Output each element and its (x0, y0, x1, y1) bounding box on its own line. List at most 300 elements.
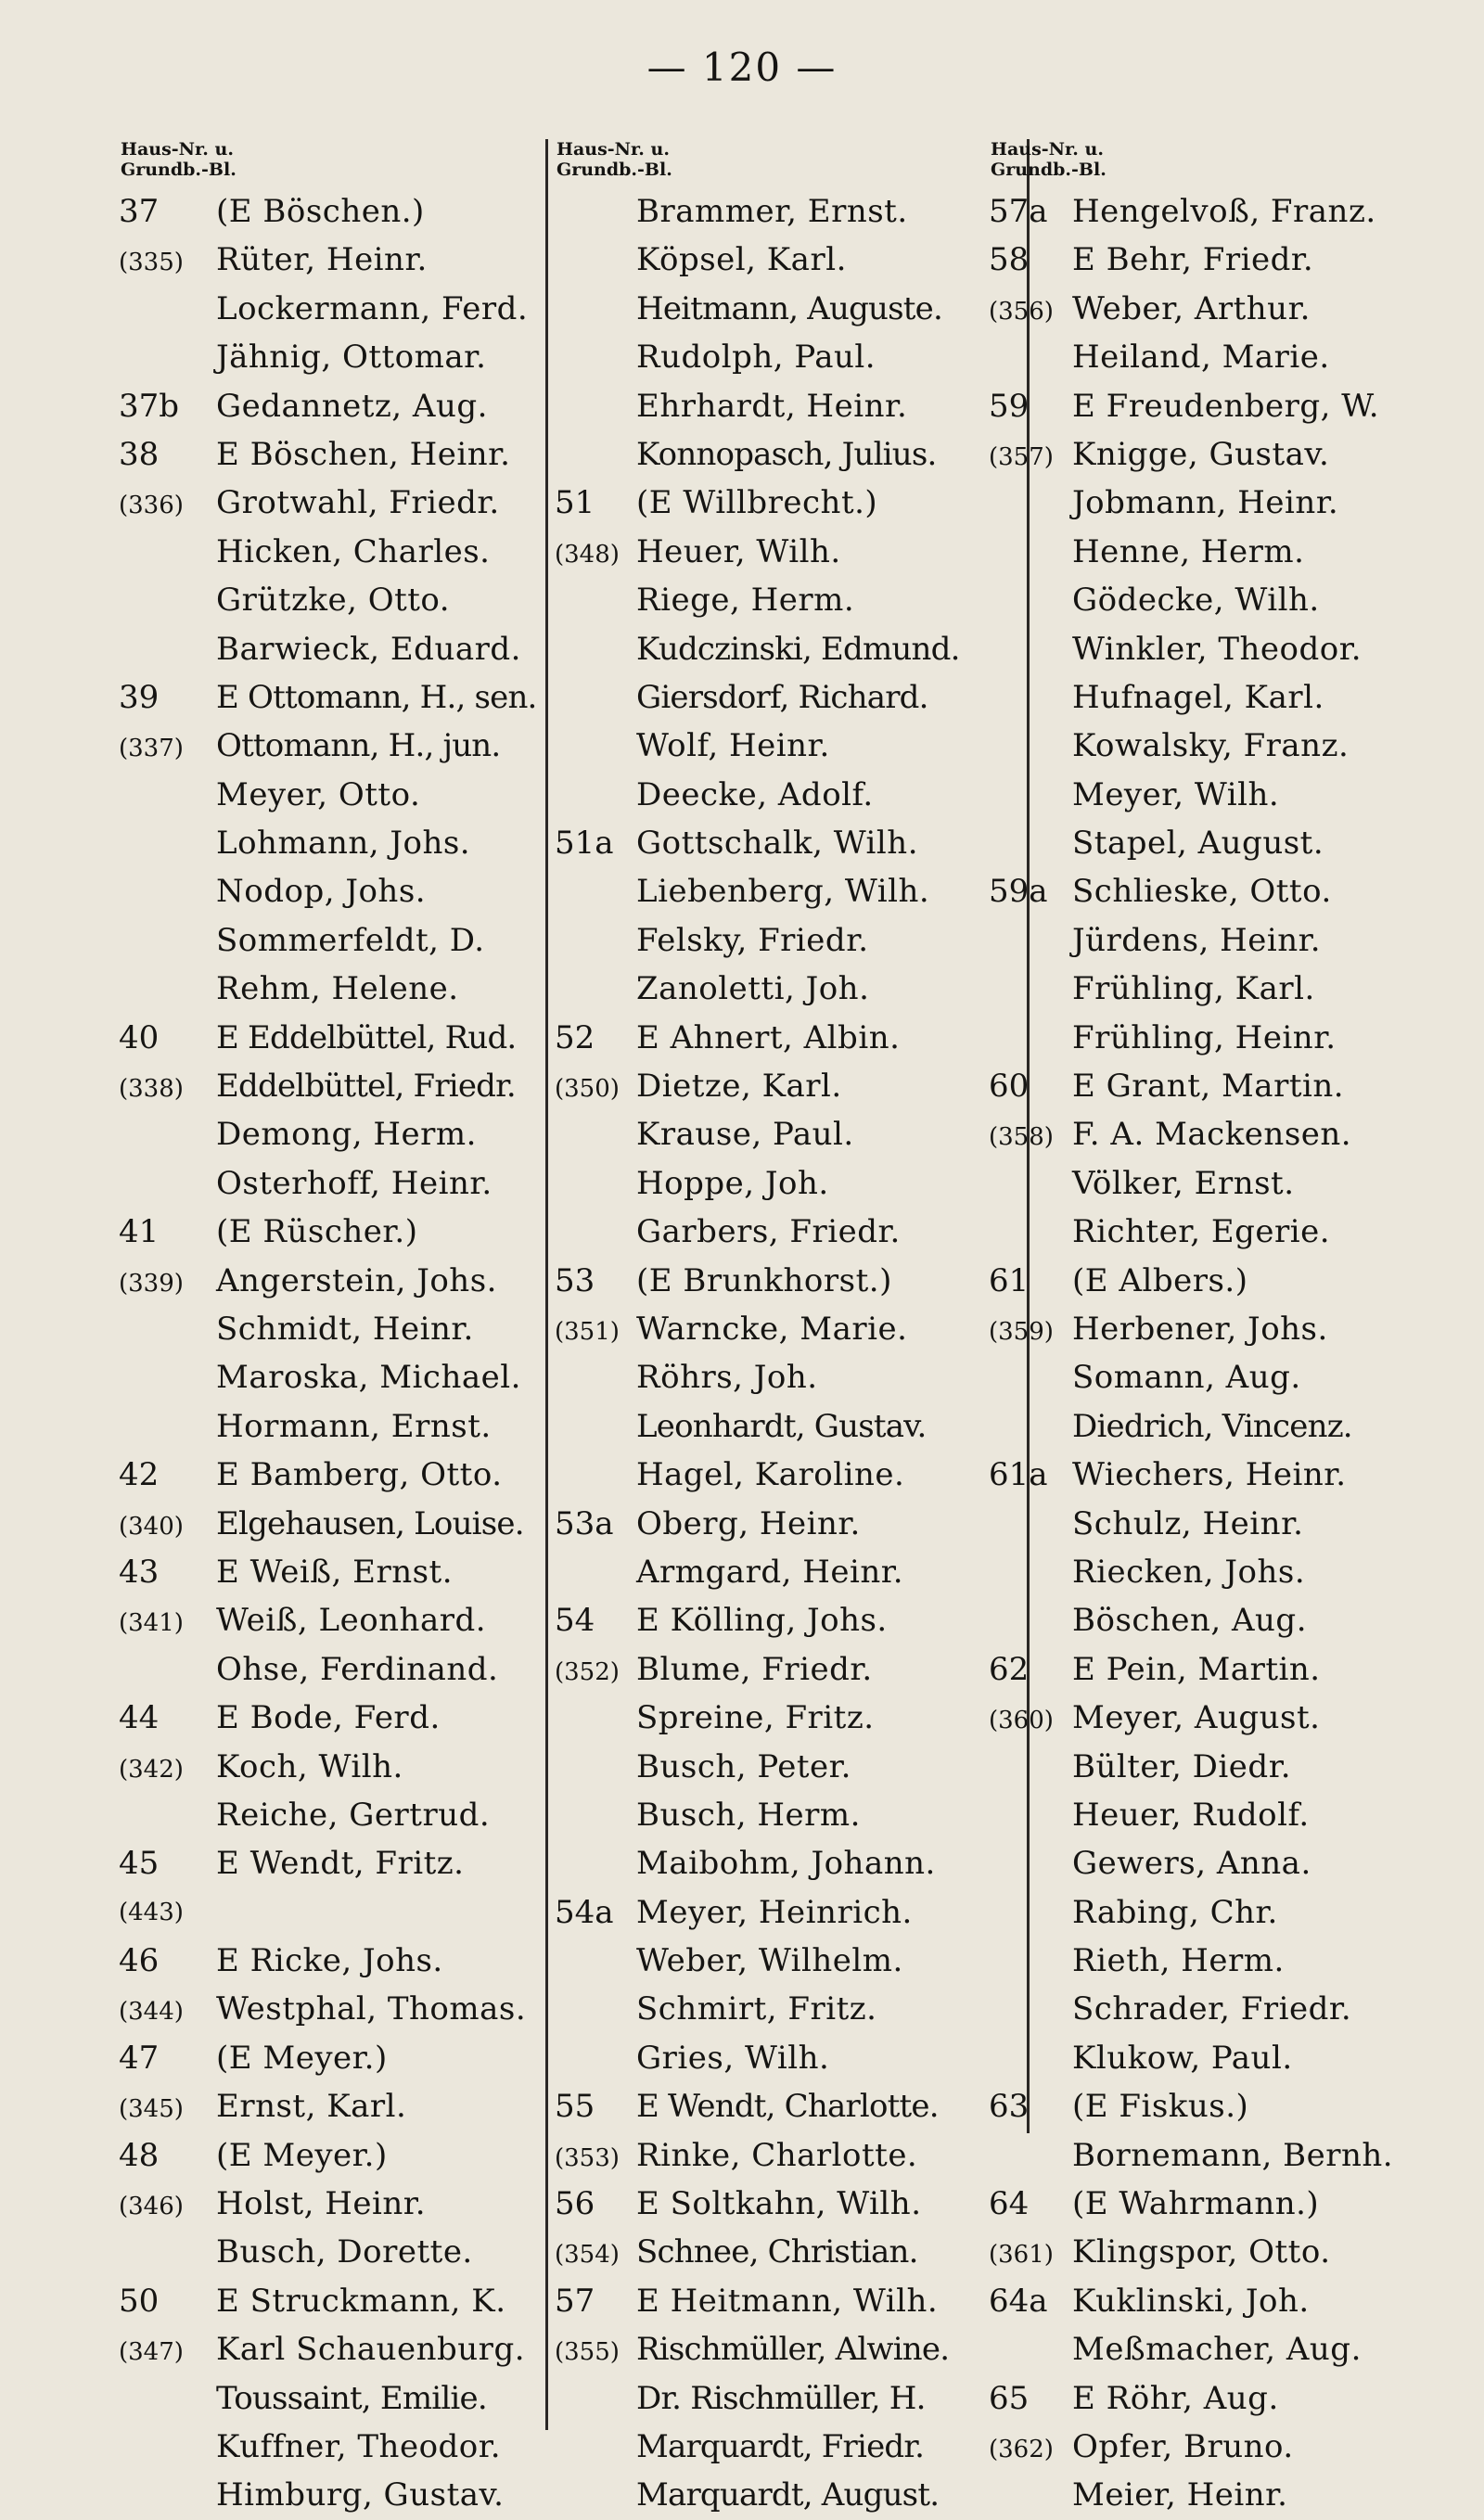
resident-name: Westphal, Thomas. (216, 1990, 527, 2028)
resident-name: Heitmann, Auguste. (636, 289, 942, 327)
directory-entry (555, 1548, 1018, 1596)
house-number: 64a (989, 2282, 1048, 2320)
resident-name: Deecke, Adolf. (636, 775, 874, 813)
resident-name: Blume, Friedr. (636, 1650, 873, 1688)
directory-entry (555, 965, 1018, 1013)
house-number: 45 (119, 1845, 160, 1883)
resident-name: Hagel, Karoline. (636, 1456, 905, 1494)
resident-name: E Freudenberg, W. (1072, 387, 1380, 425)
resident-name: Gedannetz, Aug. (216, 387, 488, 425)
house-number: 63 (989, 2088, 1030, 2126)
directory-entry (119, 673, 545, 722)
directory-entry (555, 2277, 1018, 2325)
directory-entry (555, 1110, 1018, 1158)
resident-name: Grotwahl, Friedr. (216, 484, 500, 522)
resident-name: Warncke, Marie. (636, 1310, 908, 1348)
resident-name: Meier, Heinr. (1072, 2476, 1288, 2514)
directory-entry (989, 625, 1471, 673)
directory-entry (989, 382, 1471, 430)
directory-entry (555, 771, 1018, 819)
resident-name: Rudolph, Paul. (636, 339, 876, 377)
directory-entry (989, 673, 1471, 722)
directory-entry (119, 2082, 545, 2130)
directory-entry (119, 528, 545, 576)
resident-name: Demong, Herm. (216, 1116, 477, 1154)
directory-entry (119, 1014, 545, 1062)
resident-name: Kuffner, Theodor. (216, 2427, 502, 2465)
resident-name: Giersdorf, Richard. (636, 678, 928, 716)
house-number: 37 (119, 193, 160, 230)
directory-entry (555, 187, 1018, 236)
resident-name: Frühling, Karl. (1072, 970, 1315, 1008)
resident-name: E Ottomann, H., sen. (216, 678, 537, 716)
house-number: 60 (989, 1068, 1030, 1106)
house-number: 50 (119, 2282, 160, 2320)
house-number: 53 (555, 1261, 595, 1299)
resident-name: Holst, Heinr. (216, 2185, 427, 2223)
house-number: 48 (119, 2136, 160, 2174)
resident-name: Busch, Dorette. (216, 2233, 473, 2271)
house-number: 65 (989, 2379, 1030, 2417)
directory-entry (555, 2423, 1018, 2471)
resident-name: E Heitmann, Wilh. (636, 2282, 939, 2320)
resident-name: Schmirt, Fritz. (636, 1990, 877, 2028)
house-number: (350) (555, 1075, 620, 1104)
resident-name: Rischmüller, Alwine. (636, 2331, 950, 2369)
resident-name: (E Fiskus.) (1072, 2088, 1249, 2126)
house-number: (353) (555, 2143, 620, 2172)
resident-name: Hufnagel, Karl. (1072, 678, 1324, 716)
directory-entry (555, 2180, 1018, 2228)
directory-entry (989, 1353, 1471, 1401)
house-number: (338) (119, 1075, 184, 1104)
directory-entry (989, 187, 1471, 236)
resident-name: Klingspor, Otto. (1072, 2233, 1331, 2271)
resident-name: Ehrhardt, Heinr. (636, 387, 908, 425)
directory-entry (119, 2180, 545, 2228)
directory-entry (555, 1500, 1018, 1548)
directory-entry (555, 1353, 1018, 1401)
resident-name: E Wendt, Fritz. (216, 1845, 465, 1883)
directory-entry (989, 1888, 1471, 1937)
directory-entry (119, 1402, 545, 1451)
directory-entry (555, 285, 1018, 333)
directory-entry (555, 236, 1018, 284)
directory-entry (119, 1596, 545, 1644)
resident-name: Busch, Herm. (636, 1796, 861, 1834)
resident-name: E Ricke, Johs. (216, 1942, 443, 1980)
directory-entry (555, 1402, 1018, 1451)
house-number: (356) (989, 297, 1054, 326)
resident-name: Angerstein, Johs. (216, 1261, 497, 1299)
resident-name: E Röhr, Aug. (1072, 2379, 1279, 2417)
directory-entry (989, 1305, 1471, 1353)
entry-list (119, 187, 545, 2520)
directory-entry (989, 1694, 1471, 1742)
resident-name: Dr. Rischmüller, H. (636, 2379, 926, 2417)
directory-entry (989, 1500, 1471, 1548)
resident-name: Schmidt, Heinr. (216, 1310, 474, 1348)
directory-entry (989, 576, 1471, 624)
directory-entry (555, 916, 1018, 965)
directory-entry (989, 2471, 1471, 2519)
directory-column-right (989, 139, 1471, 2520)
resident-name: Winkler, Theodor. (1072, 630, 1362, 668)
house-number: (339) (119, 1269, 184, 1298)
directory-entry (119, 187, 545, 236)
directory-entry (555, 333, 1018, 381)
house-number: 37b (119, 387, 180, 425)
directory-entry (555, 479, 1018, 527)
directory-entry (989, 2325, 1471, 2373)
directory-entry (555, 625, 1018, 673)
house-number: 53a (555, 1504, 614, 1542)
resident-name: Lockermann, Ferd. (216, 289, 529, 327)
resident-name: Kowalsky, Franz. (1072, 727, 1350, 765)
resident-name: Spreine, Fritz. (636, 1699, 875, 1737)
resident-name: Gries, Wilh. (636, 2039, 830, 2077)
resident-name: Böschen, Aug. (1072, 1602, 1307, 1640)
directory-entry (119, 1062, 545, 1110)
directory-entry (989, 2423, 1471, 2471)
directory-entry (989, 867, 1471, 915)
resident-name: Rieth, Herm. (1072, 1942, 1285, 1980)
resident-name: (E Willbrecht.) (636, 484, 878, 522)
resident-name: Meßmacher, Aug. (1072, 2331, 1362, 2369)
resident-name: Grützke, Otto. (216, 582, 451, 620)
house-number: 61a (989, 1456, 1048, 1494)
resident-name: Rehm, Helene. (216, 970, 459, 1008)
resident-name: Marquardt, August. (636, 2476, 940, 2514)
resident-name: E Soltkahn, Wilh. (636, 2185, 922, 2223)
directory-entry (555, 1743, 1018, 1791)
house-number: (336) (119, 492, 184, 520)
resident-name: Riecken, Johs. (1072, 1553, 1306, 1591)
resident-name: (E Meyer.) (216, 2136, 388, 2174)
directory-entry (555, 2131, 1018, 2180)
directory-entry (989, 722, 1471, 770)
house-number: (337) (119, 735, 184, 763)
house-number: (354) (555, 2241, 620, 2270)
directory-entry (119, 236, 545, 284)
directory-entry (989, 1159, 1471, 1208)
directory-entry (989, 1402, 1471, 1451)
resident-name: E Wendt, Charlotte. (636, 2088, 939, 2126)
directory-entry (119, 2325, 545, 2373)
directory-entry (989, 1257, 1471, 1305)
resident-name: Lohmann, Johs. (216, 825, 471, 863)
house-number: (357) (989, 442, 1054, 471)
house-number: 54a (555, 1893, 614, 1931)
directory-entry (989, 1937, 1471, 1985)
directory-entry (119, 430, 545, 479)
resident-name: Köpsel, Karl. (636, 241, 847, 279)
house-number: (341) (119, 1609, 184, 1638)
directory-entry (989, 771, 1471, 819)
resident-name: Schulz, Heinr. (1072, 1504, 1304, 1542)
resident-name: Toussaint, Emilie. (216, 2379, 487, 2417)
entry-list (555, 187, 1018, 2520)
directory-entry (555, 2082, 1018, 2130)
resident-name: Bülter, Diedr. (1072, 1747, 1292, 1785)
directory-column-left (119, 139, 545, 2520)
directory-entry (989, 1743, 1471, 1791)
directory-entry (989, 1645, 1471, 1694)
directory-entry (119, 1548, 545, 1596)
house-number: (346) (119, 2193, 184, 2221)
resident-name: (E Böschen.) (216, 193, 425, 230)
directory-entry (119, 2471, 545, 2519)
resident-name: Barwieck, Eduard. (216, 630, 521, 668)
resident-name: Heuer, Rudolf. (1072, 1796, 1310, 1834)
resident-name: Krause, Paul. (636, 1116, 854, 1154)
directory-entry (555, 2325, 1018, 2373)
house-number: 61 (989, 1261, 1030, 1299)
resident-name: Rüter, Heinr. (216, 241, 428, 279)
directory-column-middle (555, 139, 1018, 2520)
directory-entry (555, 2228, 1018, 2276)
resident-name: Osterhoff, Heinr. (216, 1164, 493, 1202)
directory-entry (989, 2277, 1471, 2325)
directory-entry (555, 430, 1018, 479)
resident-name: (E Wahrmann.) (1072, 2185, 1320, 2223)
resident-name: Völker, Ernst. (1072, 1164, 1295, 1202)
house-number: (355) (555, 2338, 620, 2367)
resident-name: Sommerfeldt, D. (216, 921, 485, 959)
resident-name: Frühling, Heinr. (1072, 1018, 1337, 1056)
directory-entry (555, 1014, 1018, 1062)
resident-name: E Weiß, Ernst. (216, 1553, 454, 1591)
resident-name: Stapel, August. (1072, 825, 1324, 863)
directory-entry (555, 2471, 1018, 2519)
directory-entry (555, 1208, 1018, 1256)
directory-entry (119, 285, 545, 333)
directory-entry (989, 2374, 1471, 2423)
column-header: Haus-Nr. u. Grundb.-Bl. (121, 139, 237, 180)
resident-name: Elgehausen, Louise. (216, 1504, 524, 1542)
directory-entry (119, 916, 545, 965)
resident-name: Meyer, Otto. (216, 775, 421, 813)
resident-name: Schlieske, Otto. (1072, 873, 1332, 911)
resident-name: Karl Schauenburg. (216, 2331, 526, 2369)
resident-name: Jobmann, Heinr. (1072, 484, 1339, 522)
directory-entry (555, 1596, 1018, 1644)
resident-name: Maibohm, Johann. (636, 1845, 936, 1883)
resident-name: Garbers, Friedr. (636, 1213, 901, 1251)
resident-name: (E Brunkhorst.) (636, 1261, 892, 1299)
house-number: (361) (989, 2241, 1054, 2270)
directory-entry (555, 867, 1018, 915)
directory-entry (555, 1888, 1018, 1937)
resident-name: Hengelvoß, Franz. (1072, 193, 1376, 230)
house-number: (342) (119, 1755, 184, 1784)
resident-name: F. A. Mackensen. (1072, 1116, 1352, 1154)
directory-entry (119, 1500, 545, 1548)
directory-entry (119, 1888, 545, 1937)
resident-name: Schnee, Christian. (636, 2233, 918, 2271)
resident-name: Liebenberg, Wilh. (636, 873, 930, 911)
house-number: 38 (119, 435, 160, 473)
resident-name: Oberg, Heinr. (636, 1504, 861, 1542)
resident-name: Dietze, Karl. (636, 1068, 842, 1106)
house-number: 39 (119, 678, 160, 716)
house-number: 51 (555, 484, 595, 522)
directory-entry (119, 2374, 545, 2423)
column-divider (545, 139, 548, 2430)
resident-name: (E Albers.) (1072, 1261, 1248, 1299)
resident-name: Jürdens, Heinr. (1072, 921, 1321, 959)
resident-name: Hoppe, Joh. (636, 1164, 829, 1202)
directory-entry (555, 2374, 1018, 2423)
directory-entry (119, 1937, 545, 1985)
resident-name: Felsky, Friedr. (636, 921, 869, 959)
house-number: (352) (555, 1657, 620, 1686)
directory-entry (119, 1791, 545, 1839)
directory-entry (119, 2277, 545, 2325)
house-number: 44 (119, 1699, 160, 1737)
house-number: (443) (119, 1898, 184, 1926)
resident-name: E Bamberg, Otto. (216, 1456, 503, 1494)
house-number: 41 (119, 1213, 160, 1251)
resident-name: Heuer, Wilh. (636, 532, 841, 570)
directory-entry (119, 722, 545, 770)
house-number: 58 (989, 241, 1030, 279)
directory-entry (989, 2082, 1471, 2130)
directory-entry (989, 1451, 1471, 1499)
house-number: (347) (119, 2338, 184, 2367)
directory-entry (989, 1985, 1471, 2033)
resident-name: E Böschen, Heinr. (216, 435, 511, 473)
resident-name: Gottschalk, Wilh. (636, 825, 919, 863)
directory-entry (119, 867, 545, 915)
directory-entry (989, 1548, 1471, 1596)
house-number: 46 (119, 1942, 160, 1980)
resident-name: Gödecke, Wilh. (1072, 582, 1320, 620)
house-number: 64 (989, 2185, 1030, 2223)
directory-entry (119, 771, 545, 819)
resident-name: Nodop, Johs. (216, 873, 427, 911)
house-number: 57 (555, 2282, 595, 2320)
resident-name: Riege, Herm. (636, 582, 855, 620)
resident-name: Leonhardt, Gustav. (636, 1407, 927, 1445)
directory-entry (989, 1791, 1471, 1839)
house-number: 54 (555, 1602, 595, 1640)
directory-entry (119, 625, 545, 673)
directory-entry (555, 1645, 1018, 1694)
directory-entry (989, 479, 1471, 527)
directory-entry (989, 1110, 1471, 1158)
resident-name: Ottomann, H., jun. (216, 727, 501, 765)
directory-entry (119, 479, 545, 527)
house-number: 62 (989, 1650, 1030, 1688)
directory-entry (555, 1062, 1018, 1110)
directory-entry (555, 1694, 1018, 1742)
resident-name: Diedrich, Vincenz. (1072, 1407, 1352, 1445)
directory-entry (119, 1985, 545, 2033)
resident-name: Rabing, Chr. (1072, 1893, 1278, 1931)
directory-entry (555, 1257, 1018, 1305)
house-number: 40 (119, 1018, 160, 1056)
directory-entry (119, 1257, 545, 1305)
resident-name: Meyer, Heinrich. (636, 1893, 913, 1931)
resident-name: Ernst, Karl. (216, 2088, 407, 2126)
directory-entry (555, 1791, 1018, 1839)
resident-name: Röhrs, Joh. (636, 1359, 818, 1397)
resident-name: Kudczinski, Edmund. (636, 630, 960, 668)
directory-entry (119, 1451, 545, 1499)
resident-name: (E Rüscher.) (216, 1213, 418, 1251)
resident-name: Klukow, Paul. (1072, 2039, 1293, 2077)
directory-entry (119, 2228, 545, 2276)
directory-entry (989, 1596, 1471, 1644)
directory-entry (989, 2228, 1471, 2276)
house-number: 57a (989, 193, 1048, 230)
house-number: (340) (119, 1512, 184, 1541)
directory-entry (119, 1694, 545, 1742)
resident-name: E Grant, Martin. (1072, 1068, 1345, 1106)
resident-name: Koch, Wilh. (216, 1747, 403, 1785)
resident-name: Wiechers, Heinr. (1072, 1456, 1347, 1494)
house-number: (362) (989, 2435, 1054, 2463)
directory-entry (989, 528, 1471, 576)
directory-entry (989, 916, 1471, 965)
house-number: 56 (555, 2185, 595, 2223)
column-header: Haus-Nr. u. Grundb.-Bl. (556, 139, 672, 180)
directory-entry (989, 333, 1471, 381)
directory-entry (119, 1645, 545, 1694)
resident-name: E Kölling, Johs. (636, 1602, 888, 1640)
resident-name: Weber, Wilhelm. (636, 1942, 903, 1980)
resident-name: Richter, Egerie. (1072, 1213, 1331, 1251)
resident-name: Reiche, Gertrud. (216, 1796, 491, 1834)
directory-entry (555, 819, 1018, 867)
directory-entry (119, 576, 545, 624)
directory-entry (989, 236, 1471, 284)
directory-entry (989, 2131, 1471, 2180)
resident-name: Heiland, Marie. (1072, 339, 1330, 377)
house-number: (348) (555, 540, 620, 569)
directory-entry (555, 528, 1018, 576)
directory-entry (555, 576, 1018, 624)
resident-name: E Eddelbüttel, Rud. (216, 1018, 517, 1056)
resident-name: Weiß, Leonhard. (216, 1602, 487, 1640)
directory-entry (989, 2180, 1471, 2228)
directory-entry (555, 382, 1018, 430)
house-number: (358) (989, 1123, 1054, 1152)
house-number: 43 (119, 1553, 160, 1591)
resident-name: E Ahnert, Albin. (636, 1018, 901, 1056)
directory-entry (555, 1159, 1018, 1208)
page-number: — 120 — (646, 45, 838, 90)
directory-entry (989, 1208, 1471, 1256)
resident-name: Herbener, Johs. (1072, 1310, 1328, 1348)
resident-name: E Behr, Friedr. (1072, 241, 1314, 279)
directory-entry (119, 1208, 545, 1256)
resident-name: Hicken, Charles. (216, 532, 491, 570)
resident-name: Maroska, Michael. (216, 1359, 521, 1397)
resident-name: Henne, Herm. (1072, 532, 1305, 570)
directory-entry (555, 2034, 1018, 2082)
directory-entry (989, 819, 1471, 867)
resident-name: Knigge, Gustav. (1072, 435, 1330, 473)
directory-entry (119, 1353, 545, 1401)
house-number: 59 (989, 387, 1030, 425)
resident-name: Brammer, Ernst. (636, 193, 908, 230)
column-header: Haus-Nr. u. Grundb.-Bl. (991, 139, 1107, 180)
house-number: 47 (119, 2039, 160, 2077)
directory-entry (119, 2034, 545, 2082)
house-number: (351) (555, 1317, 620, 1346)
